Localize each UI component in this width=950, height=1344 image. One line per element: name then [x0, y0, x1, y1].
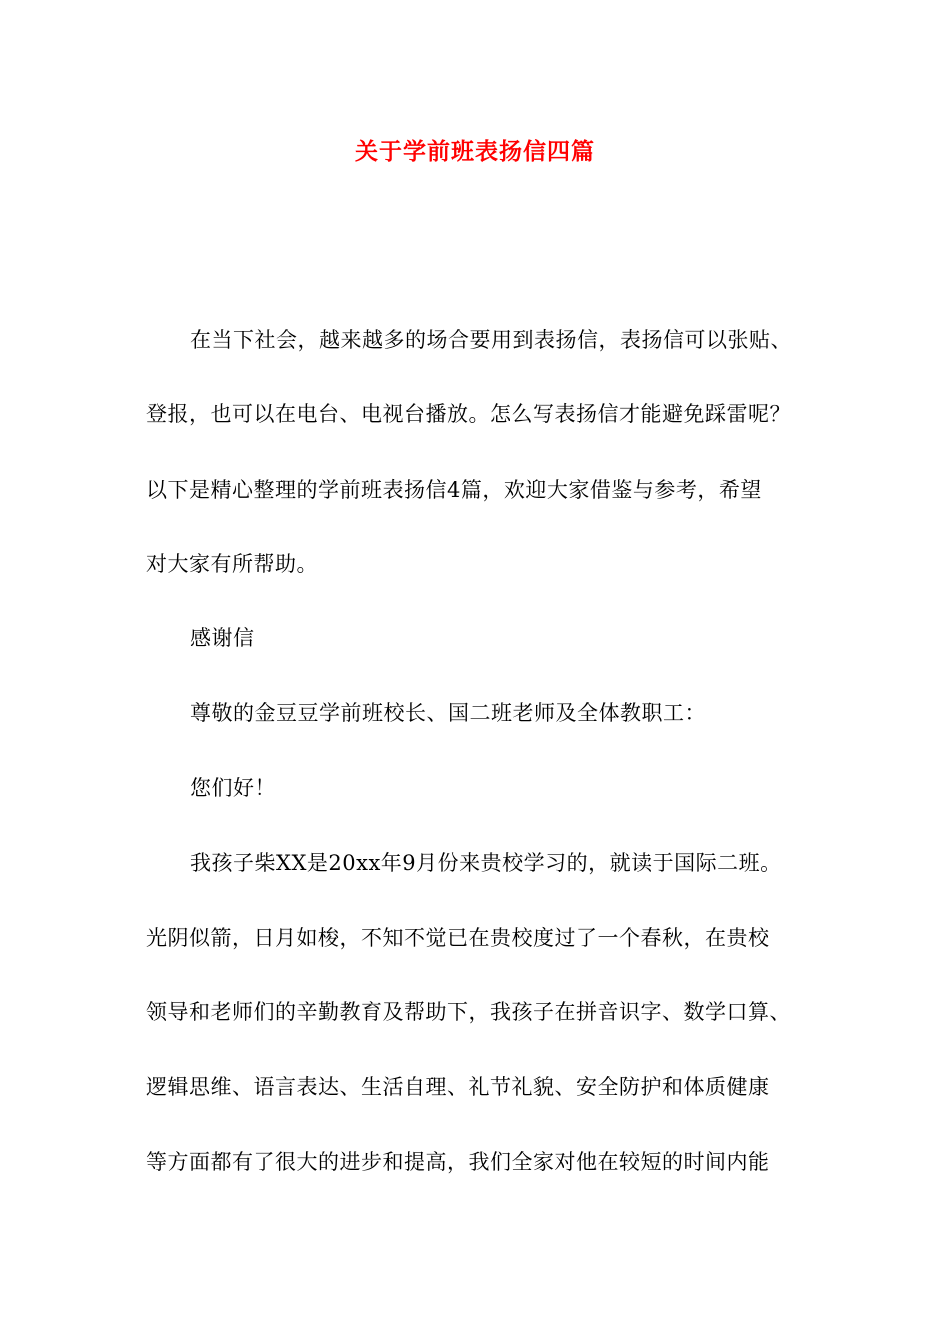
paragraph-line: 对大家有所帮助。: [146, 552, 318, 576]
paragraph-line: 登报，也可以在电台、电视台播放。怎么写表扬信才能避免踩雷呢？: [146, 402, 791, 426]
letter-greeting: 您们好！: [190, 776, 276, 800]
paragraph-line: 我孩子柴XX是20xx年9月份来贵校学习的，就读于国际二班。: [190, 851, 782, 875]
paragraph-line: 在当下社会，越来越多的场合要用到表扬信，表扬信可以张贴、: [190, 328, 792, 352]
letter-heading: 感谢信: [190, 626, 255, 650]
paragraph-line: 领导和老师们的辛勤教育及帮助下，我孩子在拼音识字、数学口算、: [146, 1000, 791, 1024]
paragraph-line: 等方面都有了很大的进步和提高，我们全家对他在较短的时间内能: [146, 1150, 770, 1174]
paragraph-line: 光阴似箭，日月如梭，不知不觉已在贵校度过了一个春秋，在贵校: [146, 926, 770, 950]
document-title: 关于学前班表扬信四篇: [355, 138, 595, 165]
letter-salutation: 尊敬的金豆豆学前班校长、国二班老师及全体教职工：: [190, 701, 706, 725]
paragraph-line: 以下是精心整理的学前班表扬信4篇，欢迎大家借鉴与参考，希望: [146, 478, 762, 502]
paragraph-line: 逻辑思维、语言表达、生活自理、礼节礼貌、安全防护和体质健康: [146, 1075, 770, 1099]
